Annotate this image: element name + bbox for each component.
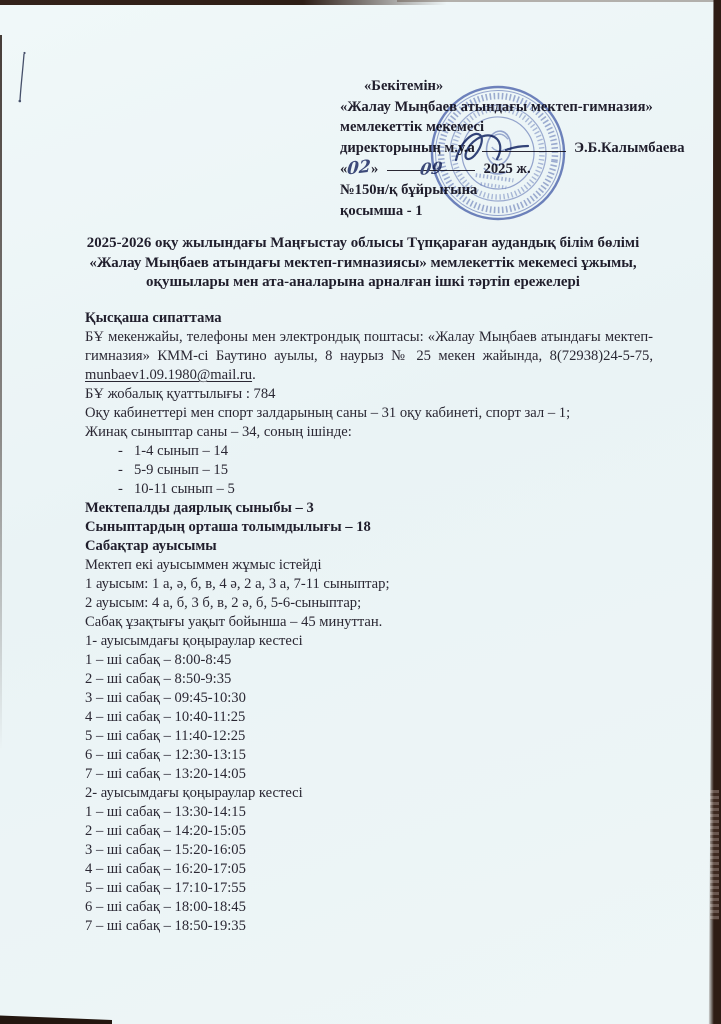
bell1-heading: 1- ауысымдағы қоңыраулар кестесі <box>85 633 303 649</box>
bell1-row: 2 – ші сабақ – 8:50-9:35 <box>85 671 232 687</box>
scan-edge-bottom-left <box>0 1014 112 1024</box>
shift1-line: 1 ауысым: 1 а, ә, б, в, 4 ә, 2 а, 3 а, 7-11 сыныптар; <box>85 576 390 592</box>
address-paragraph <box>85 328 653 385</box>
approval-date-line <box>340 158 685 180</box>
title-line3: оқушылары мен ата-аналарына арналған ішкі тәртіп ережелері <box>146 274 580 291</box>
bell2-row: 4 – ші сабақ – 16:20-17:05 <box>85 861 246 877</box>
quote-open: « <box>340 161 348 178</box>
avg-fill-line: Сыныптардың орташа толымдылығы – 18 <box>85 519 371 535</box>
order-number-line: №150н/қ бұйрығына <box>340 181 478 198</box>
approval-block <box>340 76 685 221</box>
bell2-heading: 2- ауысымдағы қоңыраулар кестесі <box>85 785 303 801</box>
shift2-line: 2 ауысым: 4 а, б, 3 б, в, 2 ә, б, 5-6-сыныптар; <box>85 595 362 611</box>
cabinets-line: Оқу кабинеттері мен спорт залдарының саны – 31 оқу кабинеті, спорт зал – 1; <box>85 405 571 421</box>
bell1-row: 6 – ші сабақ – 12:30-13:15 <box>85 747 246 763</box>
month-blank <box>387 158 475 180</box>
director-name: Э.Б.Калымбаева <box>574 139 685 156</box>
class-breakdown-item <box>85 461 653 480</box>
document-title <box>84 234 642 293</box>
capacity-line: БҰ жобалық қуаттылығы : 784 <box>85 386 276 402</box>
lesson-duration-line: Сабақ ұзақтығы уақыт бойынша – 45 минуттан. <box>85 614 383 630</box>
scan-edge-right-texture <box>710 790 719 920</box>
bell2-row: 1 – ші сабақ – 13:30-14:15 <box>85 804 246 820</box>
classes-total-line: Жинақ сыныптар саны – 34, соның ішінде: <box>85 424 352 440</box>
bell2-row: 3 – ші сабақ – 15:20-16:05 <box>85 842 246 858</box>
bell2-row: 5 – ші сабақ – 17:10-17:55 <box>85 880 246 896</box>
title-line1: 2025-2026 оқу жылындағы Маңғыстау облысы Түпқараған аудандық білім бөлімі <box>86 235 640 251</box>
bell2-row: 6 – ші сабақ – 18:00-18:45 <box>85 899 246 915</box>
approval-org-line2: мемлекеттік мекемесі <box>340 119 485 136</box>
class-breakdown-item <box>85 480 653 499</box>
list-dash: - <box>118 462 123 478</box>
scan-edge-left <box>0 35 2 750</box>
bell1-row: 7 – ші сабақ – 13:20-14:05 <box>85 766 246 782</box>
email-address: munbaev1.09.1980@mail.ru <box>85 367 253 383</box>
approval-org-line1: «Жалау Мыңбаев атындағы мектеп-гимназия» <box>340 98 653 115</box>
document-body <box>85 309 653 936</box>
approval-director-line <box>340 138 685 159</box>
shifts-heading: Сабақтар ауысымы <box>85 538 217 554</box>
list-dash: - <box>118 481 123 497</box>
bell2-row: 7 – ші сабақ – 18:50-19:35 <box>85 918 246 934</box>
list-dash: - <box>118 443 123 459</box>
class-breakdown-text: 5-9 сынып – 15 <box>134 462 228 478</box>
bell2-row: 2 – ші сабақ – 14:20-15:05 <box>85 823 246 839</box>
pen-mark <box>16 50 30 111</box>
address-text: БҰ мекенжайы, телефоны мен электрондық поштасы: «Жалау Мыңбаев атындағы мектеп-гимназия» КММ-сі Баутино ауылы, 8 наурыз № 25 мекен жайында, 8(72938)24-5-75, <box>85 329 653 364</box>
email-suffix: . <box>252 367 256 383</box>
scan-edge-top <box>0 0 721 5</box>
class-breakdown-text: 1-4 сынып – 14 <box>134 443 228 459</box>
bell1-row: 3 – ші сабақ – 09:45-10:30 <box>85 690 246 706</box>
director-prefix: директорының м.у.а <box>340 139 475 156</box>
approval-word: «Бекітемін» <box>364 78 444 94</box>
handwritten-month: 09 <box>418 158 444 180</box>
shifts-intro: Мектеп екі ауысыммен жұмыс істейді <box>85 557 322 573</box>
bell1-row: 4 – ші сабақ – 10:40-11:25 <box>85 709 246 725</box>
date-year: 2025 ж. <box>483 161 531 178</box>
preschool-line: Мектепалды даярлық сыныбы – 3 <box>85 500 314 516</box>
summary-heading: Қысқаша сипаттама <box>85 310 222 326</box>
title-line2: «Жалау Мыңбаев атындағы мектеп-гимназиясы» мемлекеттік мекемесі ұжымы, <box>89 254 637 271</box>
quote-close: » <box>370 161 379 178</box>
bell1-row: 1 – ші сабақ – 8:00-8:45 <box>85 652 232 668</box>
handwritten-day: 02 <box>346 156 372 180</box>
signature-blank <box>482 139 566 152</box>
class-breakdown-item <box>85 442 653 461</box>
appendix-line: қосымша - 1 <box>340 202 423 219</box>
class-breakdown-text: 10-11 сынып – 5 <box>134 481 235 497</box>
bell1-row: 5 – ші сабақ – 11:40-12:25 <box>85 728 246 744</box>
